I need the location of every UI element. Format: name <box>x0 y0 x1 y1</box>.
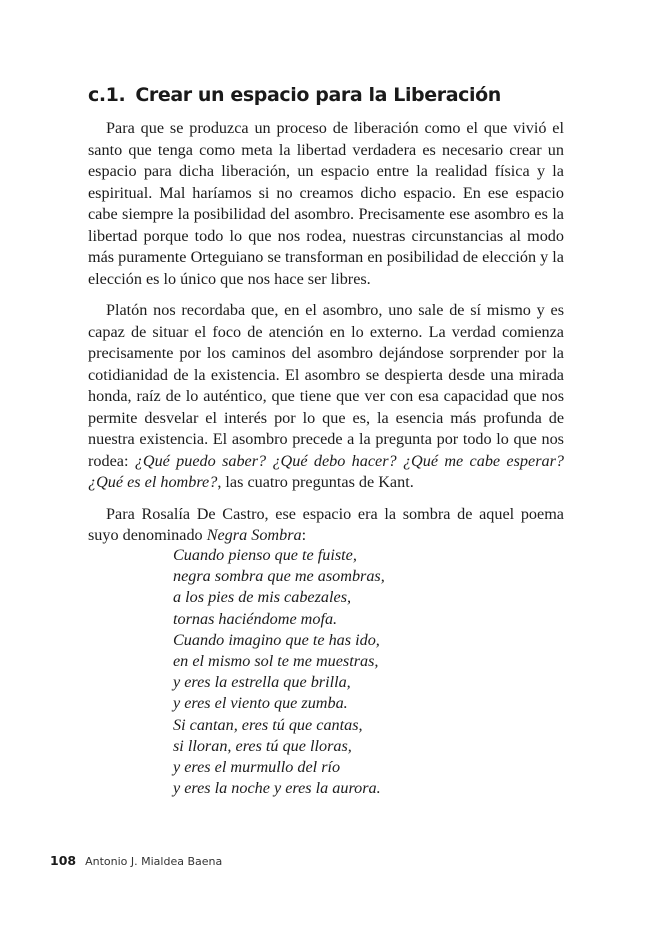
poem-line: tornas haciéndome mofa. <box>173 609 338 628</box>
poem <box>173 545 385 799</box>
paragraph-3 <box>88 504 564 547</box>
poem-line: Si cantan, eres tú que cantas, <box>173 715 363 734</box>
poem-title: Negra Sombra <box>206 526 302 544</box>
poem-line: y eres el murmullo del río <box>173 758 341 777</box>
poem-line: y eres la noche y eres la aurora. <box>173 779 381 798</box>
paragraph-2 <box>88 300 564 494</box>
poem-line: y eres el viento que zumba. <box>173 694 348 713</box>
paragraph-1-text: Para que se produzca un proceso de liberación como el que vivió el santo que tenga como meta la libertad verdadera es necesario crear un espacio para dicha liberación, un espacio entre la realidad física y la espiritual. Mal haríamos si no creamos dicho espacio. En ese espacio cabe siempre la posibilidad del asombro. Precisamente ese asombro es la libertad porque todo lo que nos rodea, nuestras circunstancias al modo más puramente Orteguiano se transforman en posibilidad de elección y la elección es lo único que nos hace ser libres. <box>88 119 564 288</box>
poem-line: Cuando pienso que te fuiste, <box>173 546 357 564</box>
section-title: Crear un espacio para la Liberación <box>135 84 501 106</box>
body-text <box>88 118 564 557</box>
paragraph-2-ending: , las cuatro preguntas de Kant. <box>217 473 414 491</box>
page-number: 108 <box>50 853 77 868</box>
poem-line: Cuando imagino que te has ido, <box>173 630 380 649</box>
footer-author: Antonio J. Mialdea Baena <box>85 855 223 868</box>
section-number: c.1. <box>88 84 126 106</box>
kant-questions: ¿Qué puedo saber? ¿Qué debo hacer? ¿Qué me cabe esperar? ¿Qué es el hombre? <box>88 451 564 491</box>
poem-line: y eres la estrella que brilla, <box>173 673 351 692</box>
paragraph-3-ending: : <box>301 526 307 544</box>
page-footer <box>50 853 222 870</box>
paragraph-3-text: Para Rosalía De Castro, ese espacio era la sombra de aquel poema suyo denominado <box>88 504 564 544</box>
section-heading <box>88 80 501 110</box>
poem-line: en el mismo sol te me muestras, <box>173 652 379 671</box>
poem-line: si lloran, eres tú que lloras, <box>173 736 352 755</box>
poem-line: negra sombra que me asombras, <box>173 567 385 586</box>
paragraph-2-text: Platón nos recordaba que, en el asombro, uno sale de sí mismo y es capaz de situar el foco de atención en lo externo. La verdad comienza precisamente por los caminos del asombro dejándose sorprender por la cotidianidad de la existencia. El asombro se despierta desde una mirada honda, raíz de lo auténtico, que tiene que ver con esa capacidad que nos permite desvelar el interés por lo que es, la esencia más profunda de nuestra existencia. El asombro precede a la pregunta por todo lo que nos rodea: <box>88 301 564 470</box>
poem-line: a los pies de mis cabezales, <box>173 588 352 607</box>
paragraph-1 <box>88 118 564 290</box>
